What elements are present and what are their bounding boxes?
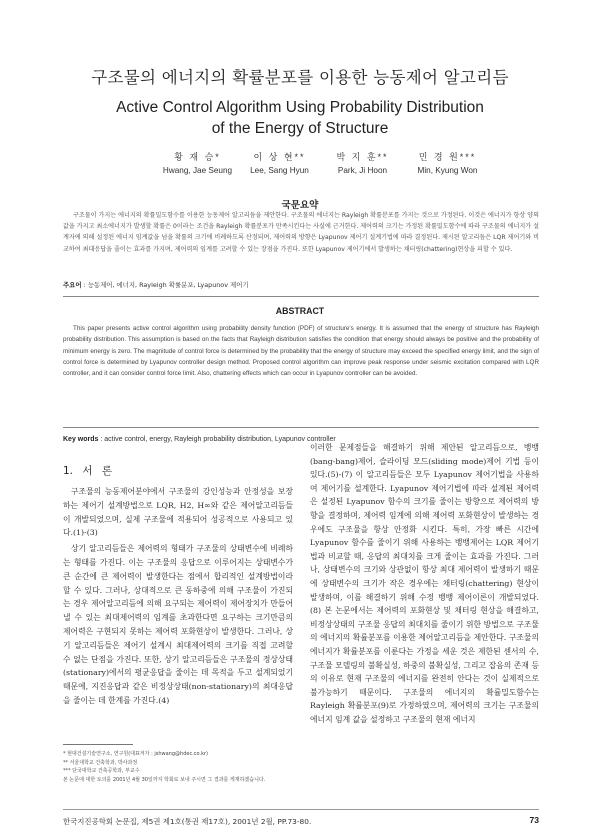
abstract-divider-bottom xyxy=(63,427,539,428)
footnote-4: 본 논문에 대한 토의를 2001년 4월 30일까지 학회로 보내 주시면 그 결과를 게재하겠습니다. xyxy=(63,776,266,783)
abstract-body: This paper presents active control algorithm using probability density function (PDF) of structure's energy. It is assumed that the energy of structure has Rayleigh probability distribution. This assumption is based on the facts that Rayleigh distribution satisfies the condition that energy should always be positive and the probability of minimum energy is zero. The magnitude of control force is determined by the probability that the energy of structure may exceed the specified energy limit, and the sign of control force is determined by Lyapunov controller design method. Proposed control algorithm can improve peak response under seismic excitation compared with LQR controller, and it can consider control force limit. Also, chattering effects which can occur in Lyapunov controller can be avoided. xyxy=(63,325,539,378)
footnote-3: *** 단국대학교 건축공학과, 부교수 xyxy=(63,768,140,775)
author-3 xyxy=(315,150,410,175)
author-4 xyxy=(400,150,495,175)
author-2 xyxy=(232,150,327,175)
english-title-line-2: of the Energy of Structure xyxy=(211,120,389,137)
abstract-divider-top xyxy=(63,296,539,297)
author-1-english-name: Hwang, Jae Seung xyxy=(162,166,233,175)
left-paragraph-2: 상기 알고리듬들은 제어력의 형태가 구조물의 상태변수에 비례하는 형태를 가진다. 이는 구조물의 응답으로 이루어지는 상태변수가 큰 순간에 큰 제어력이 발생한다는 점에서 합리적인 설계방법이라 할 수 있다. 그러나, 상대적으로 큰 동하중에 의해 구조물이 가진되는 경우 제어알고리듬에 의해 요구되는 제어력이 제어장치가 만들어낼 수 있는 최대제어력의 임계를 초과한다면 요구하는 크기만큼의 제어력은 구현되지 못하는 제어력 포화현상이 발생한다. 그러나, 상기 알고리듬들은 제어기 설계시 최대제어력의 크기를 직접 고려할 수 없는 단점을 가진다. 또한, 상기 알고리듬들은 구조물의 정상상태(stationary)에서의 평균응답을 줄이는 데 목적을 두고 설계되었기 때문에, 지진응답과 같은 비정상상태(non-stationary)의 최대응답을 줄이는 데 한계를 가진다.(4) xyxy=(63,544,293,705)
english-title-line-1: Active Control Algorithm Using Probability Distribution xyxy=(116,99,484,116)
author-2-korean-name: 이 상 현** xyxy=(253,152,306,162)
left-text-column xyxy=(63,485,293,710)
left-paragraph-1: 구조물의 능동제어분야에서 구조물의 강인성능과 안정성을 보장하는 제어기 설계방법으로 LQR, H2, H∞와 같은 제어알고리듬들이 개발되었으며, 실제 구조물에 적용되어 성공적으로 사용되고 있다.(1)-(3) xyxy=(63,487,293,538)
footnote-2: ** 서울대학교 건축학과, 박사과정 xyxy=(63,759,138,766)
author-1-korean-name: 황 재 승* xyxy=(174,152,221,162)
footnote-1: * 현대건설기술연구소, 연구원(대표저자 : jshwang@hdec.co.kr) xyxy=(63,751,208,757)
abstract-heading: ABSTRACT xyxy=(275,306,325,316)
english-keywords-label: Key words xyxy=(63,436,99,443)
korean-keywords-label: 주요어 xyxy=(63,281,82,289)
korean-abstract-body: 구조물이 가지는 에너지의 확률밀도함수를 이용한 능동제어 알고리듬을 제안한다. 구조물의 에너지는 Rayleigh 확률분포를 가지는 것으로 가정된다. 이것은 에너지가 항상 양의 값을 가지고 최소에너지가 발생할 확률은 0이라는 조건을 Rayleigh 확률분포가 만족시킨다는 사실에 근거한다. 제어력의 크기는 가정된 확률밀도함수에 따라 구조물의 에너지가 설계자에 의해 설정된 에너지 임계값을 넘을 확률의 크기에 비례하도록 산정되며, 제어력의 방향은 Lyapunov 제어기 설계기법에 따라 결정된다. 제시된 알고리듬은 LQR 제어기와 비교하여 최대응답을 줄이는 효과를 가지며, 제어력의 임계를 고려할 수 있는 장점을 가진다. 또한 Lyapunov 제어기에서 발생하는 채터링(chattering)현상을 피할 수 있다. xyxy=(63,212,539,253)
footnote-divider xyxy=(63,744,133,745)
english-title xyxy=(0,97,600,139)
korean-keywords: 주요어 : 능동제어, 에너지, Rayleigh 확률분포, Lyapunov 제어기 xyxy=(63,281,249,289)
korean-title: 구조물의 에너지의 확률분포를 이용한 능동제어 알고리듬 xyxy=(91,68,509,87)
author-2-english-name: Lee, Sang Hyun xyxy=(250,166,309,175)
author-1 xyxy=(150,150,245,175)
author-4-english-name: Min, Kyung Won xyxy=(417,166,478,175)
english-keywords-text: active control, energy, Rayleigh probability distribution, Lyapunov controller xyxy=(104,436,336,443)
journal-footer: 한국지진공학회 논문집, 제5권 제1호(통권 제17호), 2001년 2월, PP.73-80. xyxy=(63,817,312,826)
author-3-korean-name: 박 지 훈** xyxy=(336,152,389,162)
page-number: 73 xyxy=(529,815,539,825)
right-text-column xyxy=(310,441,539,728)
footer-divider xyxy=(63,809,539,810)
korean-abstract-heading: 국문요약 xyxy=(281,200,319,211)
korean-keywords-text: 능동제어, 에너지, Rayleigh 확률분포, Lyapunov 제어기 xyxy=(87,281,249,289)
section-heading-introduction: 1. 서 론 xyxy=(63,465,112,477)
right-paragraph-1: 이러한 문제점들을 해결하기 위해 제안된 알고리듬으로, 뱅뱅(bang-bang)제어, 슬라이딩 모드(sliding mode)제어 기법 등이 있다.(5)-(7) 이 알고리듬들은 모두 Lyapunov 제어기법을 사용하여 제어기를 설계한다. Lyapunov 제어기법에 따라 설계된 제어력은 설정된 Lyapunov 함수의 크기를 줄이는 방향으로 제어력의 방향을 결정하며, 제어력 임계에 의해 제어력 포화현상이 발생하는 경우에도 구조물을 항상 안정화 시킨다. 특히, 가장 빠른 시간에 Lyapunov 함수를 줄이기 위해 사용하는 뱅뱅제어는 LQR 제어기법과 비교할 때, 응답의 최대치를 크게 줄이는 효과를 가진다. 그러나, 상태변수의 크기와 상관없이 항상 최대 제어력이 발생하기 때문에 상태변수의 크기가 작은 경우에는 채터링(chattering) 현상이 발생하며, 이를 해결하기 위해 수정 뱅뱅 제어이론이 개발되었다.(8) 본 논문에서는 제어력의 포화현상 및 채터링 현상을 해결하고, 비정상상태의 구조물 응답의 최대치를 줄이기 위한 방법으로 구조물의 에너지의 확률분포를 이용한 제어알고리듬을 제안한다. 구조물의 에너지가 확률분포를 이룬다는 가정을 세운 것은 제한된 센서의 수, 구조물 모델링의 불확실성, 하중의 불확실성, 그리고 잡음의 존재 등의 이유로 현재 구조물의 에너지를 완전히 안다는 것이 실제적으로 불가능하기 때문이다. 구조물의 에너지의 확률밀도함수는 Rayleigh 확률분포(9)로 가정하였으며, 제어력의 크기는 구조물의 에너지 임계 값을 설정하고 구조물의 현재 에너지 xyxy=(310,443,539,724)
english-keywords: Key words : active control, energy, Rayleigh probability distribution, Lyapunov controller xyxy=(63,436,336,443)
footnotes xyxy=(63,750,295,784)
author-3-english-name: Park, Ji Hoon xyxy=(337,166,388,175)
author-4-korean-name: 민 경 원*** xyxy=(418,152,477,162)
author-list xyxy=(150,150,480,186)
